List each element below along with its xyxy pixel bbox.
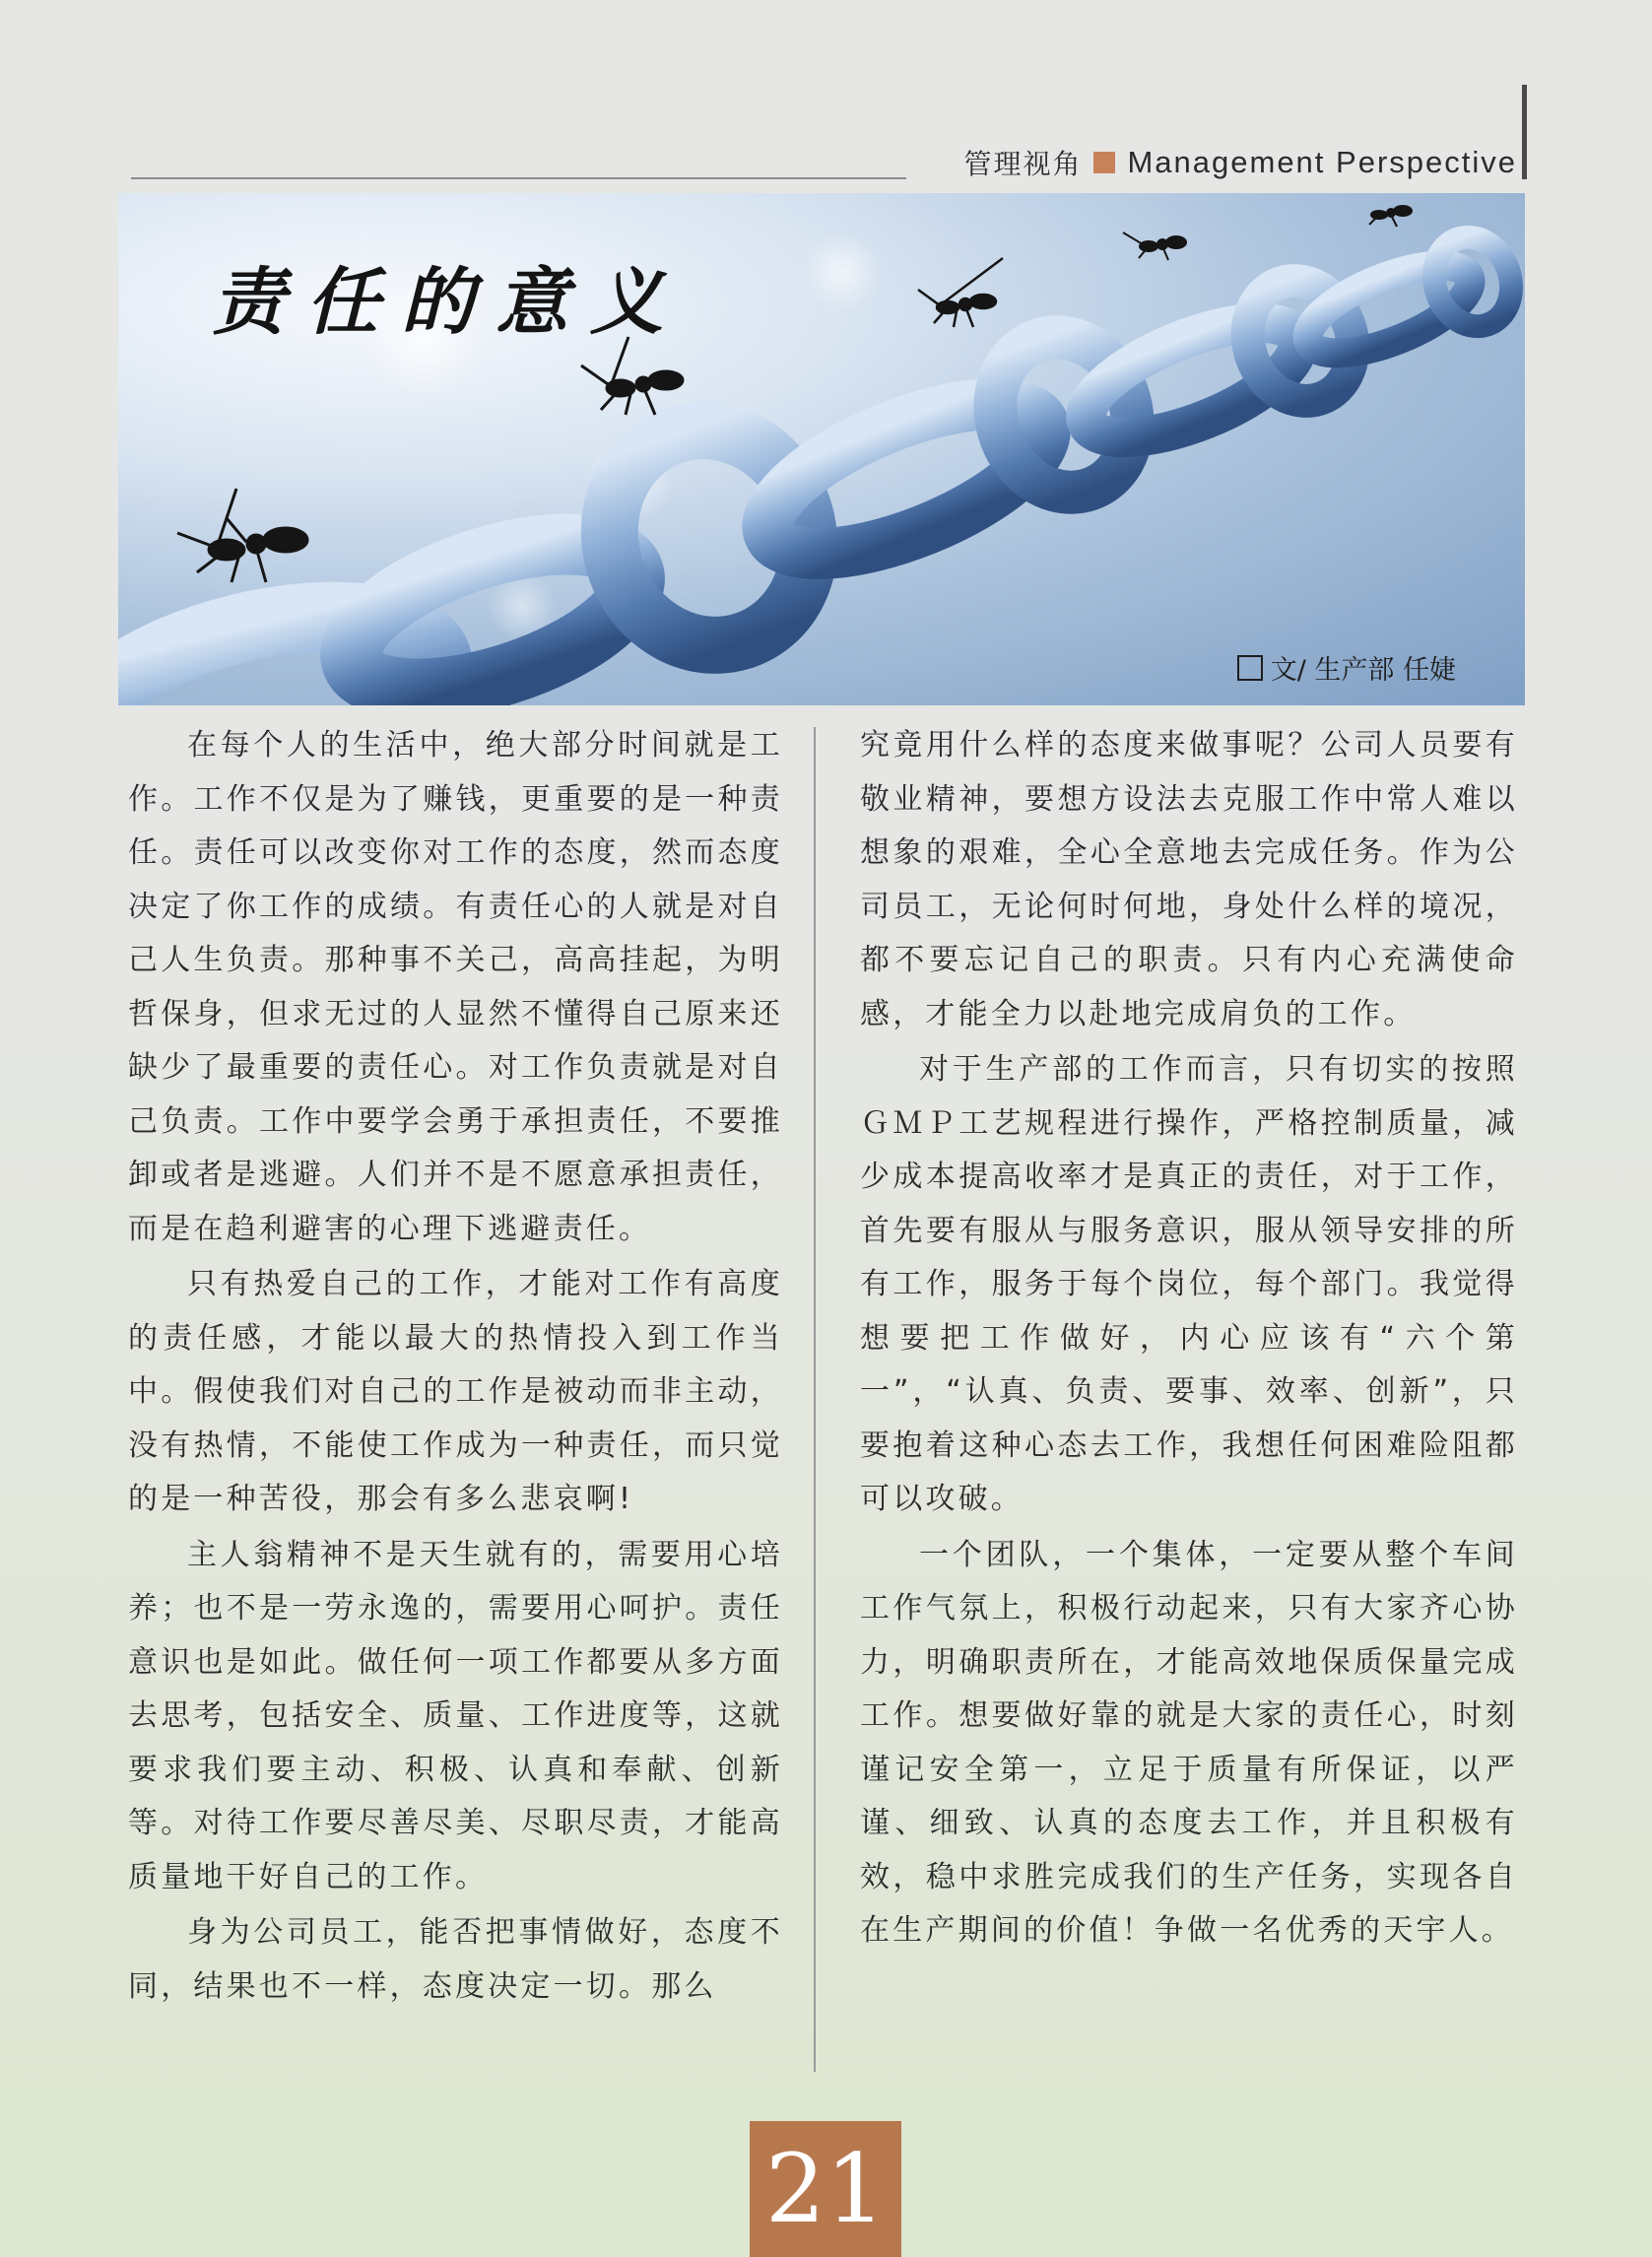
section-title-en: Management Perspective xyxy=(1127,145,1517,179)
section-title-cn: 管理视角 xyxy=(963,148,1083,180)
paragraph: 只有热爱自己的工作，才能对工作有高度的责任感，才能以最大的热情投入到工作当中。假使我们对自己的工作是被动而非主动，没有热情，不能使工作成为一种责任，而只觉的是一种苦役，那会有多么悲哀啊! xyxy=(128,1267,783,1516)
banner-image xyxy=(118,193,1525,705)
byline xyxy=(1237,648,1456,687)
paragraph: 对于生产部的工作而言，只有切实的按照ＧＭＰ工艺规程进行操作，严格控制质量，减少成本提高收率才是真正的责任，对于工作，首先要有服从与服务意识，服从领导安排的所有工作，服务于每个岗位，每个部门。我觉得想要把工作做好，内心应该有“六个第一”，“认真、负责、要事、效率、创新”，只要抱着这种心态去工作，我想任何困难险阻都可以攻破。 xyxy=(860,1052,1518,1516)
section-header xyxy=(963,138,1517,187)
paragraph: 在每个人的生活中，绝大部分时间就是工作。工作不仅是为了赚钱，更重要的是一种责任。责任可以改变你对工作的态度，然而态度决定了你工作的成绩。有责任心的人就是对自己人生负责。那种事不关己，高高挂起，为明哲保身，但求无过的人显然不懂得自己原来还缺少了最重要的责任心。对工作负责就是对自己负责。工作中要学会勇于承担责任，不要推卸或者是逃避。人们并不是不愿意承担责任，而是在趋利避害的心理下逃避责任。 xyxy=(128,728,783,1246)
article-title: 责任的意义 xyxy=(212,260,685,345)
section-square-icon xyxy=(1093,152,1115,173)
page-number: 21 xyxy=(750,2121,901,2257)
article-column-right xyxy=(860,719,1518,1960)
column-divider xyxy=(814,727,816,2072)
paragraph: 主人翁精神不是天生就有的，需要用心培养；也不是一劳永逸的，需要用心呵护。责任意识也是如此。做任何一项工作都要从多方面去思考，包括安全、质量、工作进度等，这就要求我们要主动、积极、认真和奉献、创新等。对待工作要尽善尽美、尽职尽责，才能高质量地干好自己的工作。 xyxy=(128,1537,783,1894)
header-rule xyxy=(131,177,906,179)
paragraph-continuation: 究竟用什么样的态度来做事呢？公司人员要有敬业精神，要想方设法去克服工作中常人难以想象的艰难，全心全意地去完成任务。作为公司员工，无论何时何地，身处什么样的境况，都不要忘记自己的职责。只有内心充满使命感，才能全力以赴地完成肩负的工作。 xyxy=(860,728,1518,1031)
paragraph: 一个团队，一个集体，一定要从整个车间工作气氛上，积极行动起来，只有大家齐心协力，明确职责所在，才能高效地保质保量完成工作。想要做好靠的就是大家的责任心，时刻谨记安全第一，立足于质量有所保证，以严谨、细致、认真的态度去工作，并且积极有效，稳中求胜完成我们的生产任务，实现各自在生产期间的价值！争做一名优秀的天宇人。 xyxy=(860,1537,1518,1948)
byline-box-icon xyxy=(1237,655,1263,681)
byline-text: 文/ 生产部 任婕 xyxy=(1270,655,1456,686)
header-vertical-bar xyxy=(1522,85,1527,179)
ant-icon xyxy=(177,489,307,582)
paragraph: 身为公司员工，能否把事情做好，态度不同，结果也不一样，态度决定一切。那么 xyxy=(128,1915,783,2004)
article-column-left xyxy=(128,719,783,2016)
